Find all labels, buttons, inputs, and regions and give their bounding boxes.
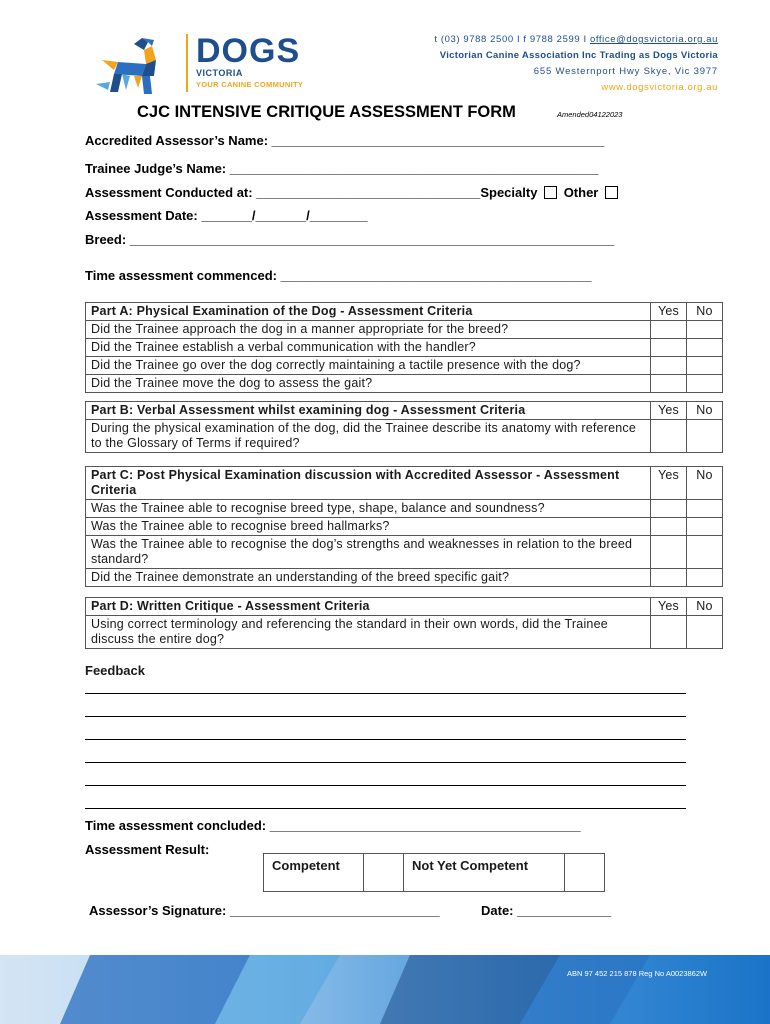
no-cell[interactable] — [687, 616, 723, 649]
assessment-date-field[interactable]: Assessment Date: _______/_______/________ — [85, 208, 368, 223]
yes-cell[interactable] — [651, 375, 687, 393]
yes-header: Yes — [651, 402, 687, 420]
amended-note: Amended04122023 — [557, 110, 623, 119]
yes-header: Yes — [651, 467, 687, 500]
part-d-heading: Part D: Written Critique - Assessment Criteria — [86, 598, 651, 616]
part-d-table — [85, 597, 723, 649]
criterion-text: Was the Trainee able to recognise the dog’s strengths and weaknesses in relation to the breed standard? — [86, 536, 651, 569]
no-cell[interactable] — [687, 536, 723, 569]
yes-cell[interactable] — [651, 339, 687, 357]
specialty-label: Specialty — [480, 185, 538, 200]
footer-banner — [0, 955, 770, 1024]
criterion-text: Using correct terminology and referencing the standard in their own words, did the Trainee discuss the entire dog? — [86, 616, 651, 649]
yes-cell[interactable] — [651, 518, 687, 536]
feedback-label: Feedback — [85, 663, 145, 678]
signature-field[interactable]: Assessor’s Signature: _____________________________ — [89, 903, 440, 918]
table-header-row — [86, 598, 723, 616]
logo-tagline: YOUR CANINE COMMUNITY — [196, 80, 304, 89]
criterion-text: Was the Trainee able to recognise breed type, shape, balance and soundness? — [86, 500, 651, 518]
result-label: Assessment Result: — [85, 842, 210, 857]
yes-cell[interactable] — [651, 500, 687, 518]
yes-cell[interactable] — [651, 536, 687, 569]
no-cell[interactable] — [687, 357, 723, 375]
part-b-heading: Part B: Verbal Assessment whilst examining dog - Assessment Criteria — [86, 402, 651, 420]
no-header: No — [687, 467, 723, 500]
no-cell[interactable] — [687, 321, 723, 339]
time-commenced-field[interactable]: Time assessment commenced: ___________________________________________ — [85, 268, 592, 283]
organisation-name: Victorian Canine Association Inc Trading as Dogs Victoria — [439, 50, 718, 61]
address: 655 Westernport Hwy Skye, Vic 3977 — [533, 66, 718, 77]
table-row — [86, 321, 723, 339]
yes-cell[interactable] — [651, 616, 687, 649]
part-a-heading: Part A: Physical Examination of the Dog - Assessment Criteria — [86, 303, 651, 321]
yes-cell[interactable] — [651, 321, 687, 339]
table-header-row — [86, 467, 723, 500]
yes-cell[interactable] — [651, 420, 687, 453]
yes-header: Yes — [651, 303, 687, 321]
logo-subtitle: VICTORIA — [196, 68, 243, 78]
table-row — [86, 375, 723, 393]
criterion-text: Did the Trainee go over the dog correctly maintaining a tactile presence with the dog? — [86, 357, 651, 375]
table-header-row — [86, 303, 723, 321]
part-c-heading: Part C: Post Physical Examination discussion with Accredited Assessor - Assessment Criteria — [86, 467, 651, 500]
table-row — [86, 420, 723, 453]
criterion-text: Did the Trainee demonstrate an understanding of the breed specific gait? — [86, 569, 651, 587]
phone-fax: t (03) 9788 2500 I f 9788 2599 I — [434, 34, 587, 45]
contact-block — [434, 32, 718, 96]
table-row — [86, 500, 723, 518]
table-row — [86, 616, 723, 649]
no-cell[interactable] — [687, 339, 723, 357]
logo-title: DOGS — [196, 32, 301, 70]
assessor-name-field[interactable]: Accredited Assessor’s Name: ______________________________________________ — [85, 133, 605, 148]
no-header: No — [687, 303, 723, 321]
part-a-table — [85, 302, 723, 393]
criterion-text: During the physical examination of the dog, did the Trainee describe its anatomy with reference to the Glossary of Terms if required? — [86, 420, 651, 453]
conducted-at-field[interactable]: Assessment Conducted at: _______________________________ — [85, 185, 481, 200]
email-link[interactable]: office@dogsvictoria.org.au — [589, 34, 718, 45]
no-cell[interactable] — [687, 375, 723, 393]
feedback-line[interactable] — [85, 716, 686, 717]
table-row — [86, 518, 723, 536]
yes-cell[interactable] — [651, 569, 687, 587]
table-row — [86, 357, 723, 375]
table-header-row — [86, 402, 723, 420]
criterion-text: Did the Trainee move the dog to assess the gait? — [86, 375, 651, 393]
criterion-text: Did the Trainee approach the dog in a manner appropriate for the breed? — [86, 321, 651, 339]
feedback-line[interactable] — [85, 808, 686, 809]
feedback-line[interactable] — [85, 762, 686, 763]
no-header: No — [687, 402, 723, 420]
competent-box[interactable] — [364, 854, 404, 892]
date-field[interactable]: Date: _____________ — [481, 903, 612, 918]
feedback-line[interactable] — [85, 739, 686, 740]
table-row — [86, 339, 723, 357]
page-title: CJC INTENSIVE CRITIQUE ASSESSMENT FORM — [137, 103, 516, 121]
logo-divider — [186, 34, 188, 92]
not-yet-competent-box[interactable] — [565, 854, 605, 892]
criterion-text: Was the Trainee able to recognise breed hallmarks? — [86, 518, 651, 536]
other-label: Other — [563, 185, 599, 200]
no-cell[interactable] — [687, 420, 723, 453]
yes-header: Yes — [651, 598, 687, 616]
trainee-name-field[interactable]: Trainee Judge’s Name: ___________________________________________________ — [85, 161, 599, 176]
specialty-checkbox[interactable] — [544, 186, 557, 199]
feedback-line[interactable] — [85, 785, 686, 786]
yes-cell[interactable] — [651, 357, 687, 375]
logo-text — [196, 34, 303, 89]
website-link[interactable]: www.dogsvictoria.org.au — [601, 82, 718, 93]
competent-label: Competent — [264, 854, 364, 892]
table-row — [86, 536, 723, 569]
other-checkbox[interactable] — [605, 186, 618, 199]
table-row — [86, 569, 723, 587]
conducted-at-row — [85, 185, 621, 200]
feedback-line[interactable] — [85, 693, 686, 694]
abn-text: ABN 97 452 215 878 Reg No A0023862W — [567, 969, 708, 978]
result-table — [263, 853, 605, 892]
breed-field[interactable]: Breed: ___________________________________________________________________ — [85, 232, 615, 247]
no-cell[interactable] — [687, 500, 723, 518]
part-c-table — [85, 466, 723, 587]
no-cell[interactable] — [687, 518, 723, 536]
criterion-text: Did the Trainee establish a verbal communication with the handler? — [86, 339, 651, 357]
not-yet-competent-label: Not Yet Competent — [404, 854, 565, 892]
time-concluded-field[interactable]: Time assessment concluded: ___________________________________________ — [85, 818, 581, 833]
part-b-table — [85, 401, 723, 453]
no-cell[interactable] — [687, 569, 723, 587]
no-header: No — [687, 598, 723, 616]
